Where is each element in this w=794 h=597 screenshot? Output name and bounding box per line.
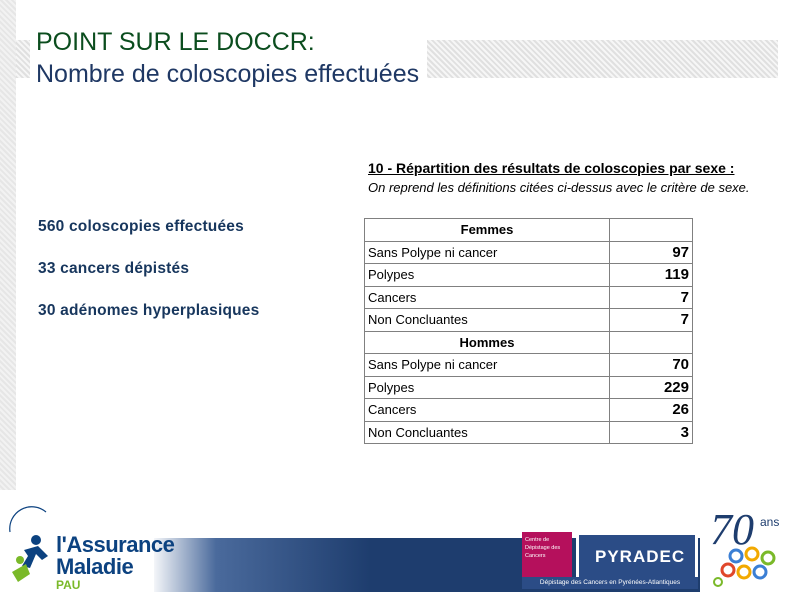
assurance-maladie-logo bbox=[4, 494, 175, 595]
table-row bbox=[365, 354, 693, 377]
anniversary-word: ans bbox=[760, 515, 780, 529]
results-table bbox=[364, 218, 693, 444]
group-label: Hommes bbox=[365, 331, 610, 354]
row-label: Sans Polype ni cancer bbox=[365, 241, 610, 264]
slide-title bbox=[30, 26, 427, 90]
table-row bbox=[365, 286, 693, 309]
row-value: 26 bbox=[610, 399, 693, 422]
row-value: 7 bbox=[610, 309, 693, 332]
group-label: Femmes bbox=[365, 219, 610, 242]
row-value: 119 bbox=[610, 264, 693, 287]
stat-coloscopies: 560 coloscopies effectuées bbox=[38, 218, 244, 235]
row-value: 97 bbox=[610, 241, 693, 264]
left-decor-band bbox=[0, 0, 16, 490]
cdc-logo: Centre de Dépistage des Cancers bbox=[522, 532, 572, 586]
table-row bbox=[365, 376, 693, 399]
table-row bbox=[365, 264, 693, 287]
row-value: 70 bbox=[610, 354, 693, 377]
assurance-line2: Maladie bbox=[56, 554, 134, 579]
assurance-line1: l'Assurance bbox=[56, 532, 175, 557]
row-value: 229 bbox=[610, 376, 693, 399]
key-figures bbox=[38, 218, 259, 344]
group-spacer bbox=[610, 331, 693, 354]
row-label: Non Concluantes bbox=[365, 421, 610, 444]
row-label: Cancers bbox=[365, 286, 610, 309]
group-spacer bbox=[610, 219, 693, 242]
title-line-2: Nombre de coloscopies effectuées bbox=[36, 60, 420, 88]
section-heading: 10 - Répartition des résultats de coloscopies par sexe : bbox=[368, 160, 735, 176]
row-label: Polypes bbox=[365, 264, 610, 287]
row-label: Sans Polype ni cancer bbox=[365, 354, 610, 377]
table-row bbox=[365, 309, 693, 332]
stat-adenomes: 30 adénomes hyperplasiques bbox=[38, 302, 260, 319]
pyradec-tagline: Dépistage des Cancers en Pyrénées-Atlantiques bbox=[522, 577, 698, 589]
table-group-header bbox=[365, 331, 693, 354]
anniversary-70-logo bbox=[704, 496, 794, 592]
row-label: Polypes bbox=[365, 376, 610, 399]
section-note: On reprend les définitions citées ci-dessus avec le critère de sexe. bbox=[368, 180, 750, 195]
table-row bbox=[365, 241, 693, 264]
anniversary-number: 70 bbox=[710, 505, 754, 554]
anniversary-rings-icon bbox=[704, 496, 794, 592]
pyradec-wordmark: PYRADEC bbox=[595, 547, 686, 566]
title-line-1: POINT SUR LE DOCCR: bbox=[36, 28, 315, 56]
table-group-header bbox=[365, 219, 693, 242]
assurance-emblem-icon bbox=[6, 502, 58, 590]
table-row bbox=[365, 421, 693, 444]
assurance-city: PAU bbox=[56, 578, 81, 592]
stat-cancers: 33 cancers dépistés bbox=[38, 260, 190, 277]
row-label: Non Concluantes bbox=[365, 309, 610, 332]
row-value: 3 bbox=[610, 421, 693, 444]
row-value: 7 bbox=[610, 286, 693, 309]
row-label: Cancers bbox=[365, 399, 610, 422]
table-row bbox=[365, 399, 693, 422]
